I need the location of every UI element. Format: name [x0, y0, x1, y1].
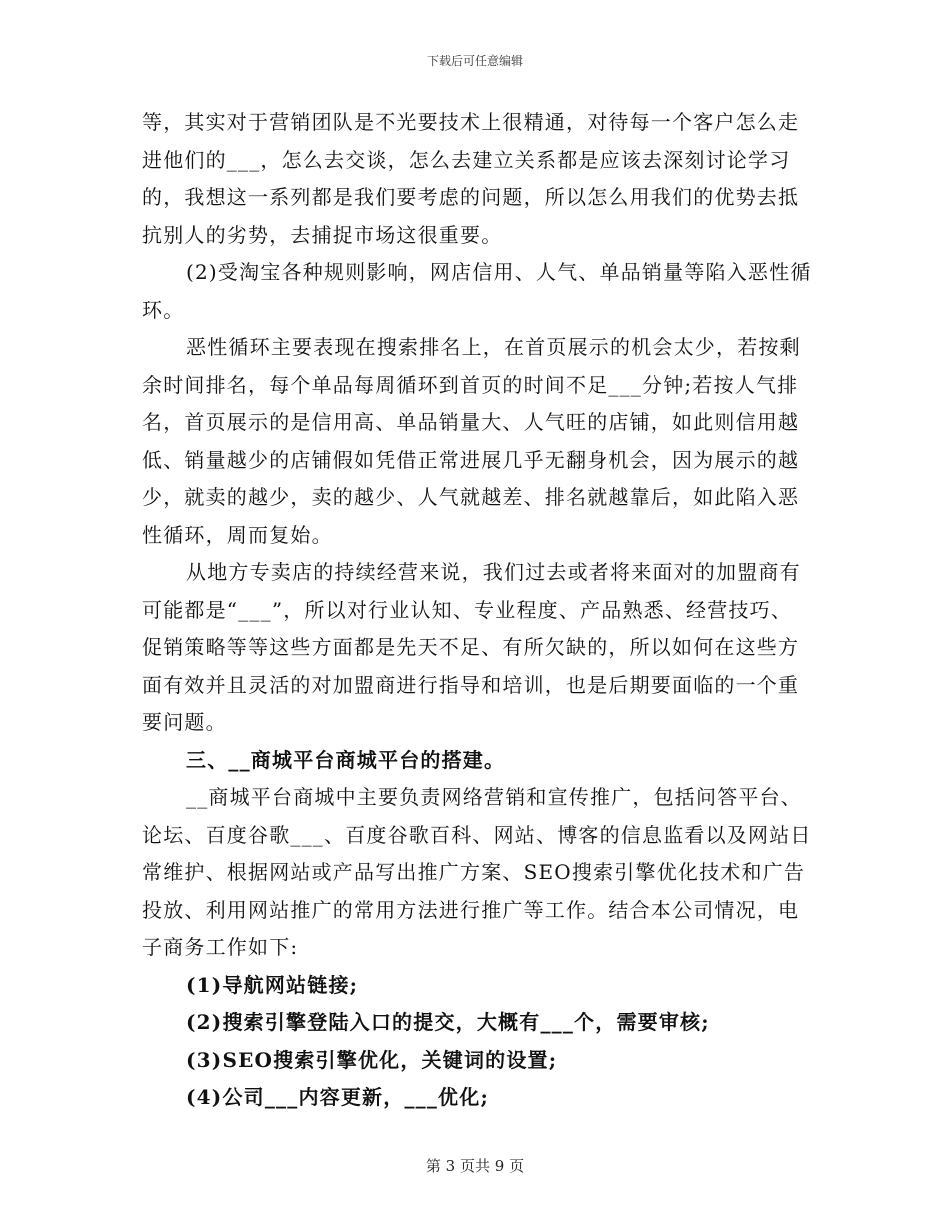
- paragraph-5: __商城平台商城中主要负责网络营销和宣传推广，包括问答平台、论坛、百度谷歌___、百度谷歌百科、网站、博客的信息监看以及网站日常维护、根据网站或产品写出推广方案、SEO搜索引擎优化技术和广告投放、利用网站推广的常用方法进行推广等工作。结合本公司情况，电子商务工作如下:: [142, 785, 812, 959]
- paragraph-3: 恶性循环主要表现在搜索排名上，在首页展示的机会太少，若按剩余时间排名，每个单品每周循环到首页的时间不足___分钟;若按人气排名，首页展示的是信用高、单品销量大、人气旺的店铺，如此则信用越低、销量越少的店铺假如凭借正常进展几乎无翻身机会，因为展示的越少，就卖的越少，卖的越少、人气就越差、排名就越靠后，如此陷入恶性循环，周而复始。: [142, 335, 801, 547]
- paragraph-1: 等，其实对于营销团队是不光要技术上很精通，对待每一个客户怎么走进他们的___，怎么去交谈，怎么去建立关系都是应该去深刻讨论学习的，我想这一系列都是我们要考虑的问题，所以怎么用我们的优势去抵抗别人的劣势，去捕捉市场这很重要。: [142, 110, 800, 247]
- page-header: 下载后可任意编辑: [426, 54, 523, 68]
- paragraph-4: 从地方专卖店的持续经营来说，我们过去或者将来面对的加盟商有可能都是“___”，所以对行业认知、专业程度、产品熟悉、经营技巧、促销策略等等这些方面都是先天不足、有所欠缺的，所以如何在这些方面有效并且灵活的对加盟商进行指导和培训，也是后期要面临的一个重要问题。: [142, 560, 801, 734]
- list-item-4: (4)公司___内容更新，___优化;: [186, 1085, 490, 1109]
- paragraph-2: (2)受淘宝各种规则影响，网店信用、人气、单品销量等陷入恶性循环。: [142, 260, 812, 322]
- list-item-1: (1)导航网站链接;: [186, 972, 359, 997]
- section-heading: 三、__商城平台商城平台的搭建。: [186, 747, 506, 772]
- list-item-2: (2)搜索引擎登陆入口的提交，大概有___个，需要审核;: [186, 1010, 710, 1034]
- list-item-3: (3)SEO搜索引擎优化，关键词的设置;: [186, 1047, 558, 1072]
- document-body: [142, 104, 812, 1117]
- page-footer: 第 3 页共 9 页: [425, 1157, 525, 1175]
